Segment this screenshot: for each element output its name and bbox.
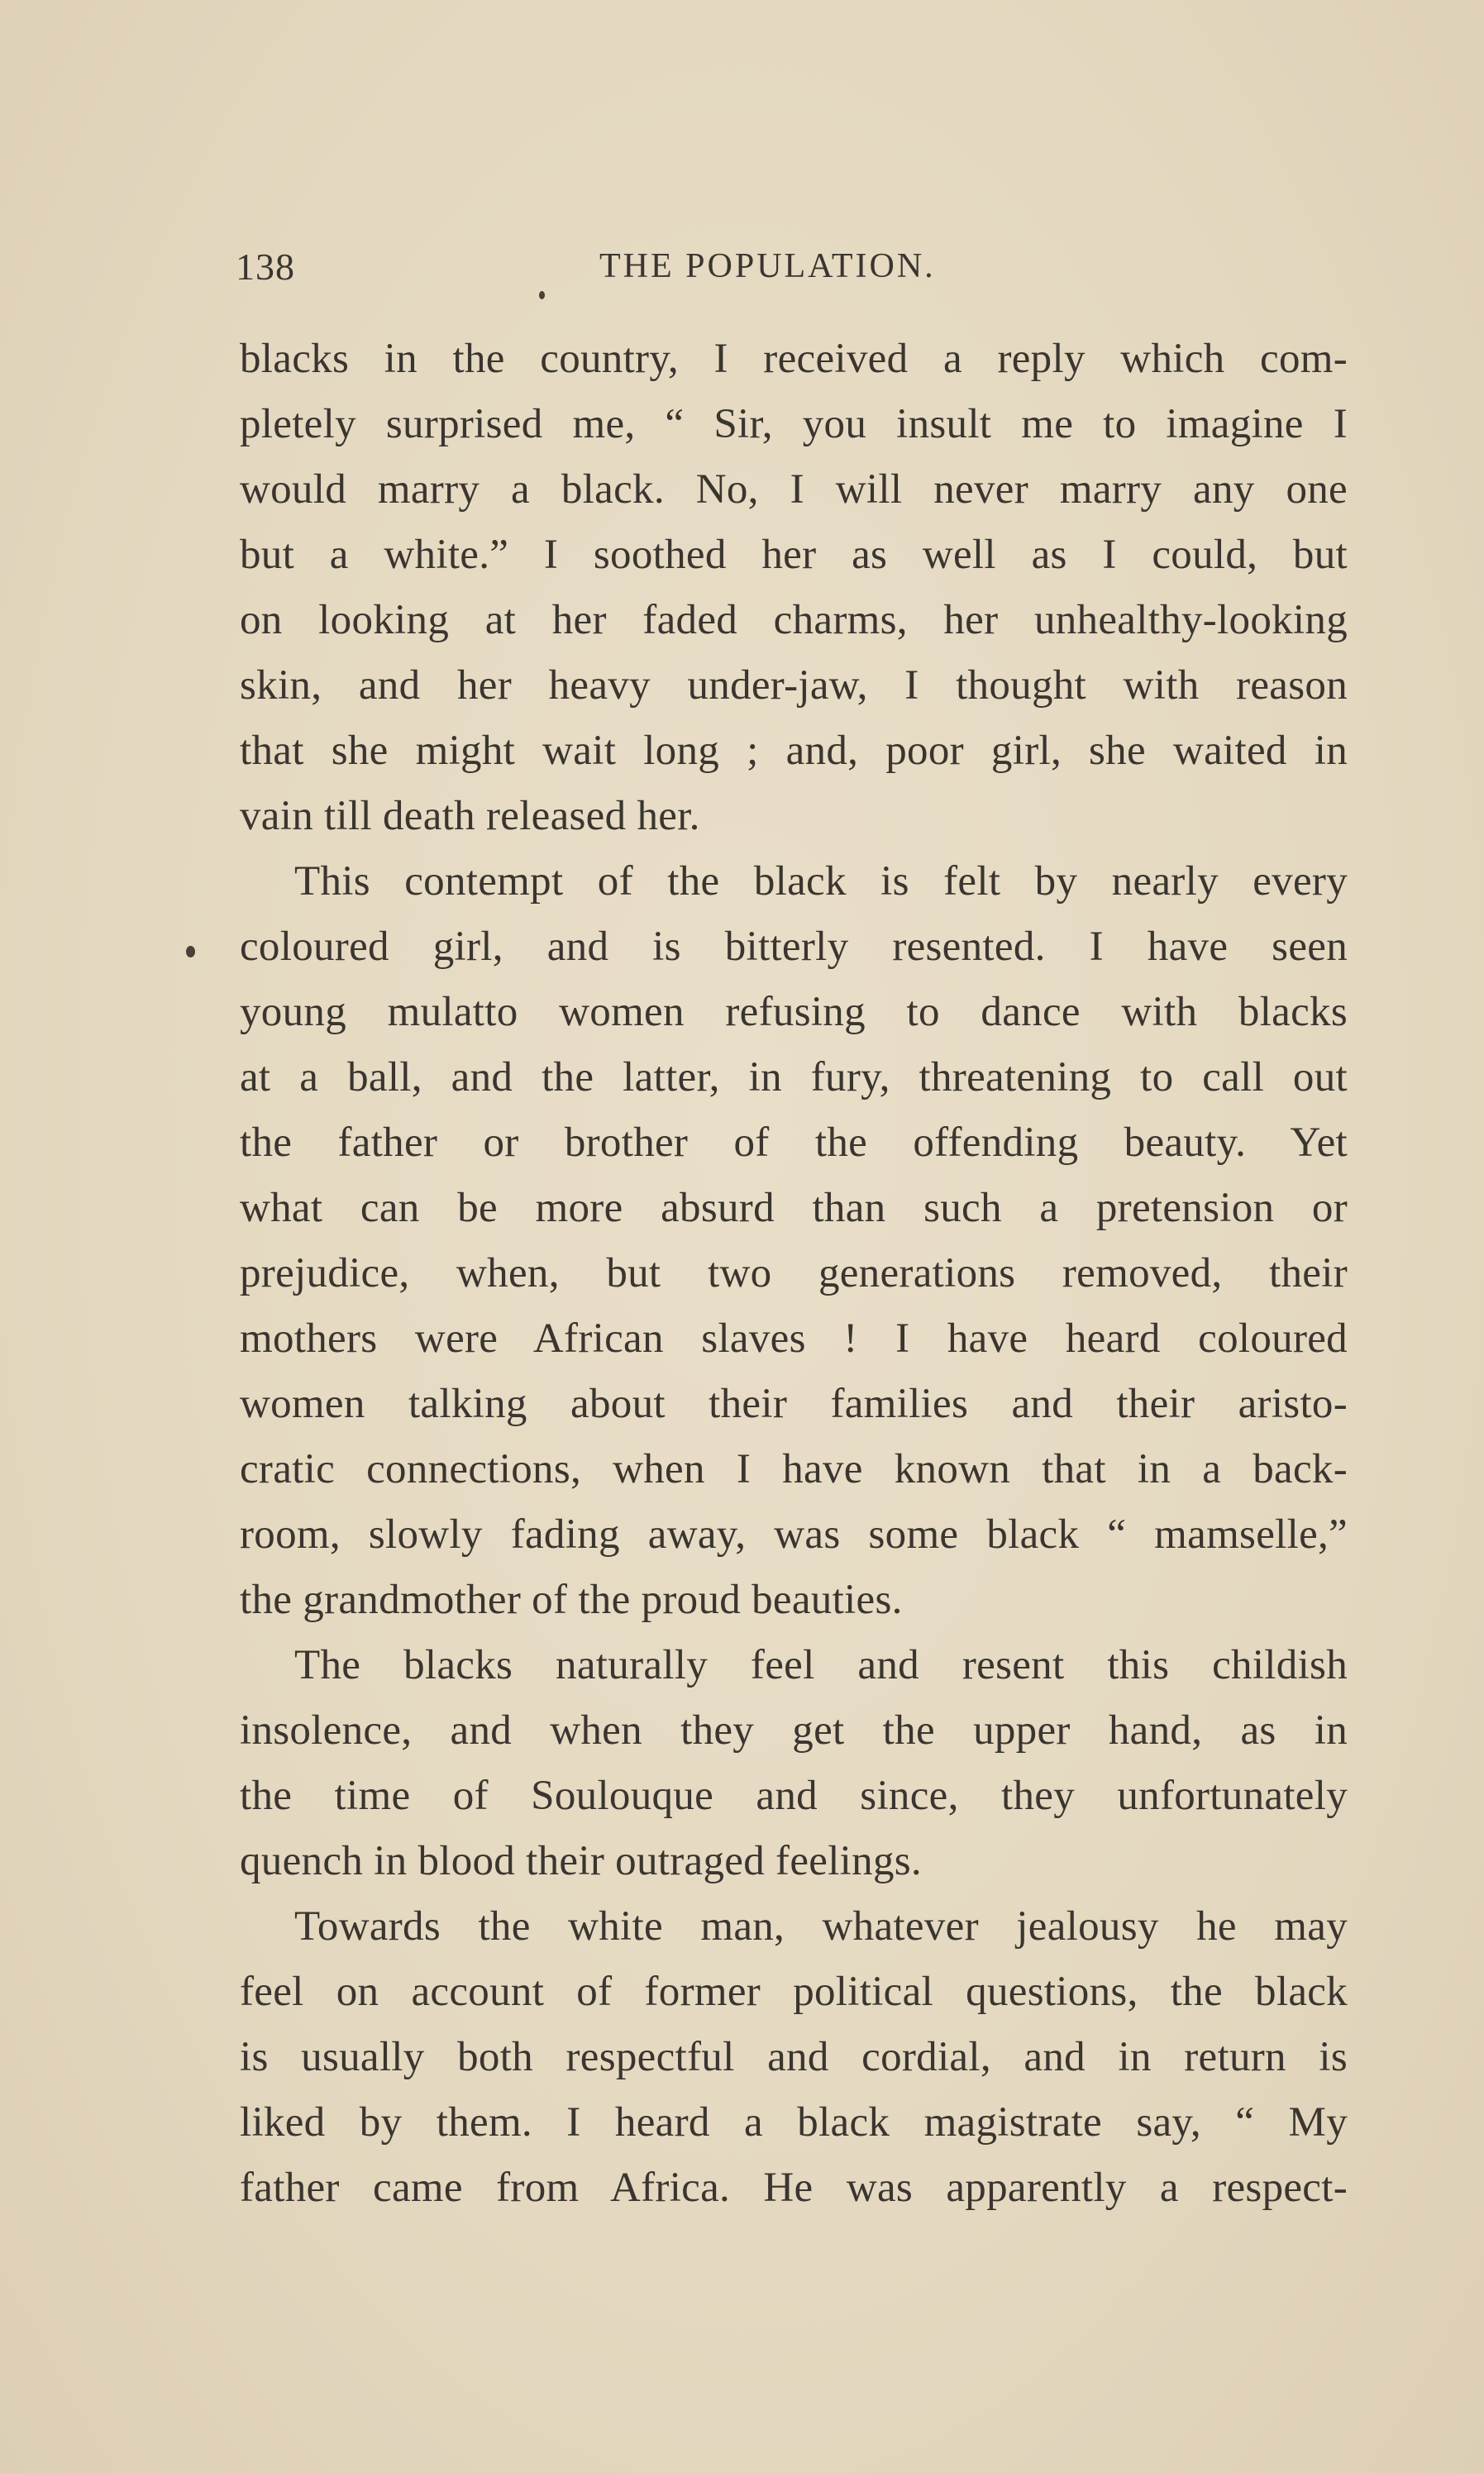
paragraph-start-line: Towards the white man, whatever jealousy he may [294,1903,1348,1950]
text-line: room, slowly fading away, was some black “ mamselle,” [240,1511,1348,1558]
text-line: the grandmother of the proud beauties. [240,1577,903,1623]
text-line: cratic connections, when I have known that in a back- [240,1446,1348,1492]
text-line: would marry a black. No, I will never marry any one [240,466,1348,513]
text-line: mothers were African slaves ! I have heard coloured [240,1315,1348,1362]
body-text [240,327,1348,2221]
text-line: women talking about their families and their aristo- [240,1381,1348,1427]
text-line: blacks in the country, I received a reply which com- [240,336,1348,382]
running-title: THE POPULATION. [599,247,936,285]
ink-speck [539,291,545,299]
text-line: that she might wait long ; and, poor girl, she waited in [240,728,1348,774]
text-line: pletely surprised me, “ Sir, you insult me to imagine I [240,401,1348,447]
text-line: prejudice, when, but two generations removed, their [240,1250,1348,1296]
text-line: quench in blood their outraged feelings. [240,1838,922,1884]
text-line: feel on account of former political questions, the black [240,1969,1348,2015]
text-line: but a white.” I soothed her as well as I could, but [240,532,1348,578]
text-line: at a ball, and the latter, in fury, threatening to call out [240,1054,1348,1100]
text-line: what can be more absurd than such a pretension or [240,1185,1348,1231]
page-number: 138 [236,246,295,288]
text-line: the father or brother of the offending beauty. Yet [240,1120,1348,1166]
text-line: is usually both respectful and cordial, and in return is [240,2034,1348,2080]
text-line: skin, and her heavy under-jaw, I thought with reason [240,662,1348,709]
ink-speck [186,946,195,957]
text-line: father came from Africa. He was apparently a respect- [240,2165,1348,2211]
text-line: liked by them. I heard a black magistrate say, “ My [240,2099,1348,2146]
text-line: on looking at her faded charms, her unhealthy-looking [240,597,1348,643]
text-line: the time of Soulouque and since, they unfortunately [240,1773,1348,1819]
text-line: insolence, and when they get the upper hand, as in [240,1707,1348,1754]
running-head [236,245,1368,303]
text-line: vain till death released her. [240,793,700,839]
text-line: coloured girl, and is bitterly resented. I have seen [240,924,1348,970]
paragraph-start-line: This contempt of the black is felt by nearly every [294,858,1348,905]
paragraph-start-line: The blacks naturally feel and resent this childish [294,1642,1348,1688]
text-line: young mulatto women refusing to dance with blacks [240,989,1348,1035]
